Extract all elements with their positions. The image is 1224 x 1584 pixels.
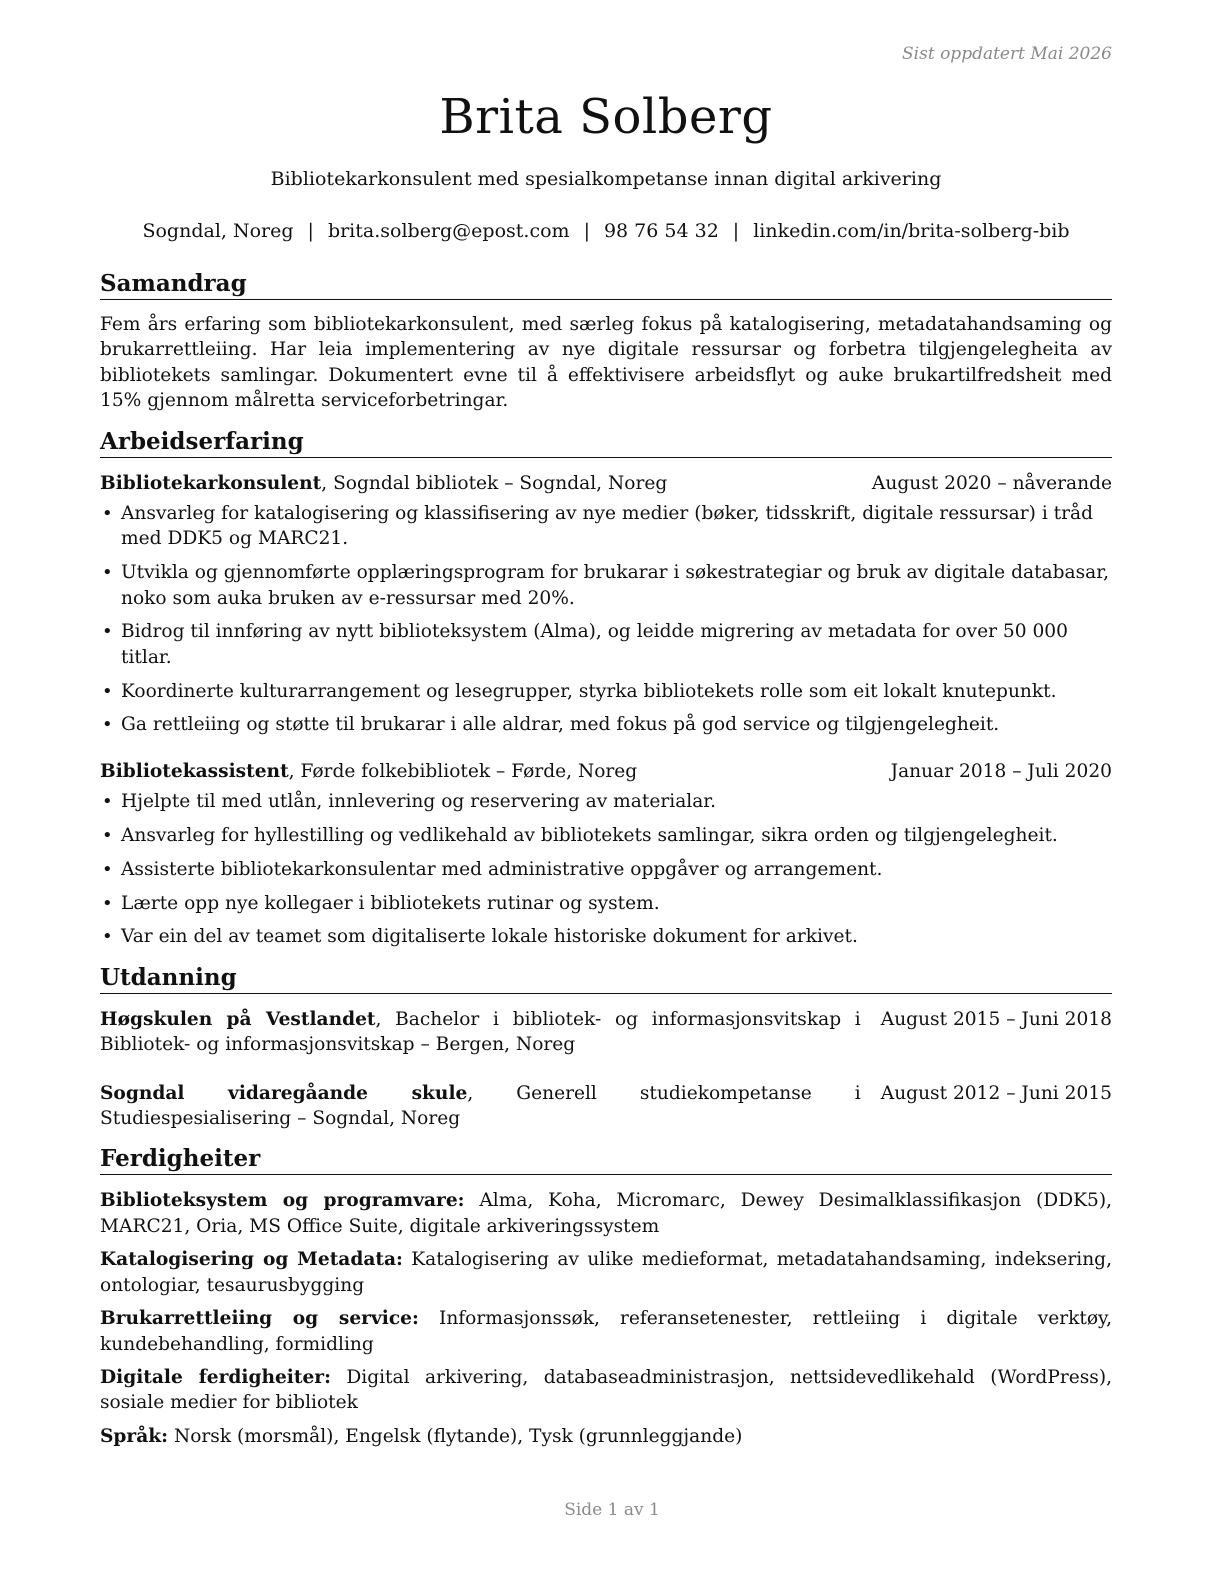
- job-duty: • Var ein del av teamet som digitaliserte lokale historiske dokument for arkivet.: [100, 924, 1112, 949]
- skill-text: Alma, Koha, Micromarc, Dewey Desimalklassifikasjon (DDK5), MARC21, Oria, MS Office Suite, digitale arkiveringssystem: [100, 1190, 1112, 1237]
- job-duties: [100, 501, 1112, 738]
- skill-entry: [100, 1306, 1112, 1357]
- job-entry: [100, 471, 1112, 738]
- job-dates: Januar 2018 – Juli 2020: [890, 760, 1112, 782]
- job-header: [100, 471, 1112, 496]
- page-number: Side 1 av 1: [564, 1500, 660, 1520]
- education-entry: [100, 1081, 1112, 1132]
- skills-section: [100, 1143, 1112, 1449]
- skill-text: Katalogisering av ulike medieformat, metadatahandsaming, indeksering, ontologiar, tesaurusbygging: [100, 1249, 1112, 1296]
- bullet-icon: •: [102, 621, 113, 643]
- contact-email[interactable]: brita.solberg@epost.com: [327, 220, 570, 242]
- bullet-icon: •: [102, 858, 113, 880]
- job-dates: August 2020 – nåverande: [871, 472, 1112, 494]
- job-duties: [100, 789, 1112, 950]
- skill-entry: [100, 1365, 1112, 1416]
- job-duty: • Ga rettleiing og støtte til brukarar i alle aldrar, med fokus på god service og tilgjengelegheit.: [100, 712, 1112, 737]
- skill-text: Informasjonssøk, referansetenester, rettleiing i digitale verktøy, kundebehandling, formidling: [100, 1308, 1112, 1355]
- job-duty: • Utvikla og gjennomførte opplæringsprogram for brukarar i søkestrategiar og bruk av digitale databasar, noko som auka bruken av e-ressursar med 20%.: [102, 562, 1110, 609]
- job-duty: • Ansvarleg for katalogisering og klassifisering av nye medier (bøker, tidsskrift, digitale ressursar) i tråd med DDK5 og MARC21.: [102, 503, 1094, 550]
- education-dates: August 2012 – Juni 2015: [880, 1082, 1112, 1104]
- skill-text: Digital arkivering, databaseadministrasjon, nettsidevedlikehald (WordPress), sosiale medier for bibliotek: [100, 1366, 1112, 1414]
- bullet-icon: •: [102, 680, 113, 702]
- skill-label: Brukarrettleiing og service:: [100, 1308, 419, 1330]
- job-duty: • Ansvarleg for hyllestilling og vedlikehald av bibliotekets samlingar, sikra orden og tilgjengelegheit.: [100, 823, 1112, 848]
- section-heading-summary: Samandrag: [100, 268, 1112, 300]
- skill-entry: [100, 1247, 1112, 1298]
- bullet-icon: •: [102, 503, 113, 525]
- section-heading-education: Utdanning: [100, 962, 1112, 994]
- job-duty: • Bidrog til innføring av nytt biblioteksystem (Alma), og leidde migrering av metadata for over 50 000 titlar.: [102, 621, 1068, 668]
- job-duty: • Lærte opp nye kollegaer i bibliotekets rutinar og system.: [100, 891, 1112, 916]
- skill-entry: [100, 1424, 1112, 1449]
- contact-separator: |: [307, 220, 314, 242]
- job-employer: , Sogndal bibliotek – Sogndal, Noreg: [321, 472, 668, 494]
- education-school: Høgskulen på Vestlandet: [100, 1008, 376, 1030]
- job-duty: • Hjelpte til med utlån, innlevering og reservering av materialar.: [100, 789, 1112, 814]
- contact-phone: 98 76 54 32: [603, 220, 719, 242]
- candidate-name: Brita Solberg: [439, 89, 773, 145]
- job-entry: [100, 759, 1112, 950]
- job-employer: , Førde folkebibliotek – Førde, Noreg: [288, 760, 638, 782]
- bullet-icon: •: [102, 791, 113, 813]
- job-duty: • Assisterte bibliotekarkonsulentar med administrative oppgåver og arrangement.: [100, 857, 1112, 882]
- skill-label: Språk:: [100, 1425, 169, 1447]
- job-duty: • Koordinerte kulturarrangement og lesegrupper, styrka bibliotekets rolle som eit lokalt knutepunkt.: [100, 679, 1112, 704]
- summary-section: [100, 268, 1112, 414]
- contact-separator: |: [583, 220, 590, 242]
- job-title: Bibliotekarkonsulent: [100, 472, 322, 494]
- education-detail: , Bachelor i bibliotek- og informasjonsvitskap i Bibliotek- og informasjonsvitskap – Bergen, Noreg: [100, 1008, 861, 1056]
- experience-section: [100, 426, 1112, 950]
- summary-text: Fem års erfaring som bibliotekarkonsulent, med særleg fokus på katalogisering, metadatahandsaming og brukarrettleiing. Har leia implementering av nye digitale ressursar og forbetra tilgjengelegheita av bibliotekets samlingar. Dokumentert evne til å effektivisere arbeidsflyt og auke brukartilfredsheit med 15% gjennom målretta serviceforbetringar.: [100, 314, 1112, 412]
- skill-label: Digitale ferdigheiter:: [100, 1366, 331, 1388]
- education-school: Sogndal vidaregåande skule: [100, 1082, 468, 1104]
- contact-separator: |: [732, 220, 740, 242]
- bullet-icon: •: [102, 825, 113, 847]
- resume-body: [100, 268, 1112, 1449]
- candidate-tagline: Bibliotekarkonsulent med spesialkompetanse innan digital arkivering: [270, 168, 942, 190]
- education-detail: , Generell studiekompetanse i Studiespesialisering – Sogndal, Noreg: [100, 1082, 861, 1130]
- section-heading-skills: Ferdigheiter: [100, 1143, 1112, 1175]
- job-header: [100, 759, 1112, 784]
- education-dates: August 2015 – Juni 2018: [880, 1008, 1112, 1030]
- skill-text: Norsk (morsmål), Engelsk (flytande), Tysk (grunnleggjande): [168, 1425, 743, 1447]
- education-section: [100, 962, 1112, 1132]
- bullet-icon: •: [102, 892, 113, 914]
- last-updated: Sist oppdatert Mai 2026: [902, 44, 1112, 64]
- education-entry: [100, 1007, 1112, 1058]
- contact-location: Sogndal, Noreg: [142, 220, 294, 242]
- bullet-icon: •: [102, 714, 113, 736]
- contact-linkedin[interactable]: linkedin.com/in/brita-solberg-bib: [753, 220, 1070, 242]
- bullet-icon: •: [102, 562, 113, 584]
- skill-entry: [100, 1188, 1112, 1239]
- contact-line: [100, 218, 1112, 244]
- bullet-icon: •: [102, 926, 113, 948]
- section-heading-experience: Arbeidserfaring: [100, 426, 1112, 458]
- skill-label: Biblioteksystem og programvare:: [100, 1190, 465, 1212]
- skill-label: Katalogisering og Metadata:: [100, 1249, 403, 1271]
- job-title: Bibliotekassistent: [100, 760, 289, 782]
